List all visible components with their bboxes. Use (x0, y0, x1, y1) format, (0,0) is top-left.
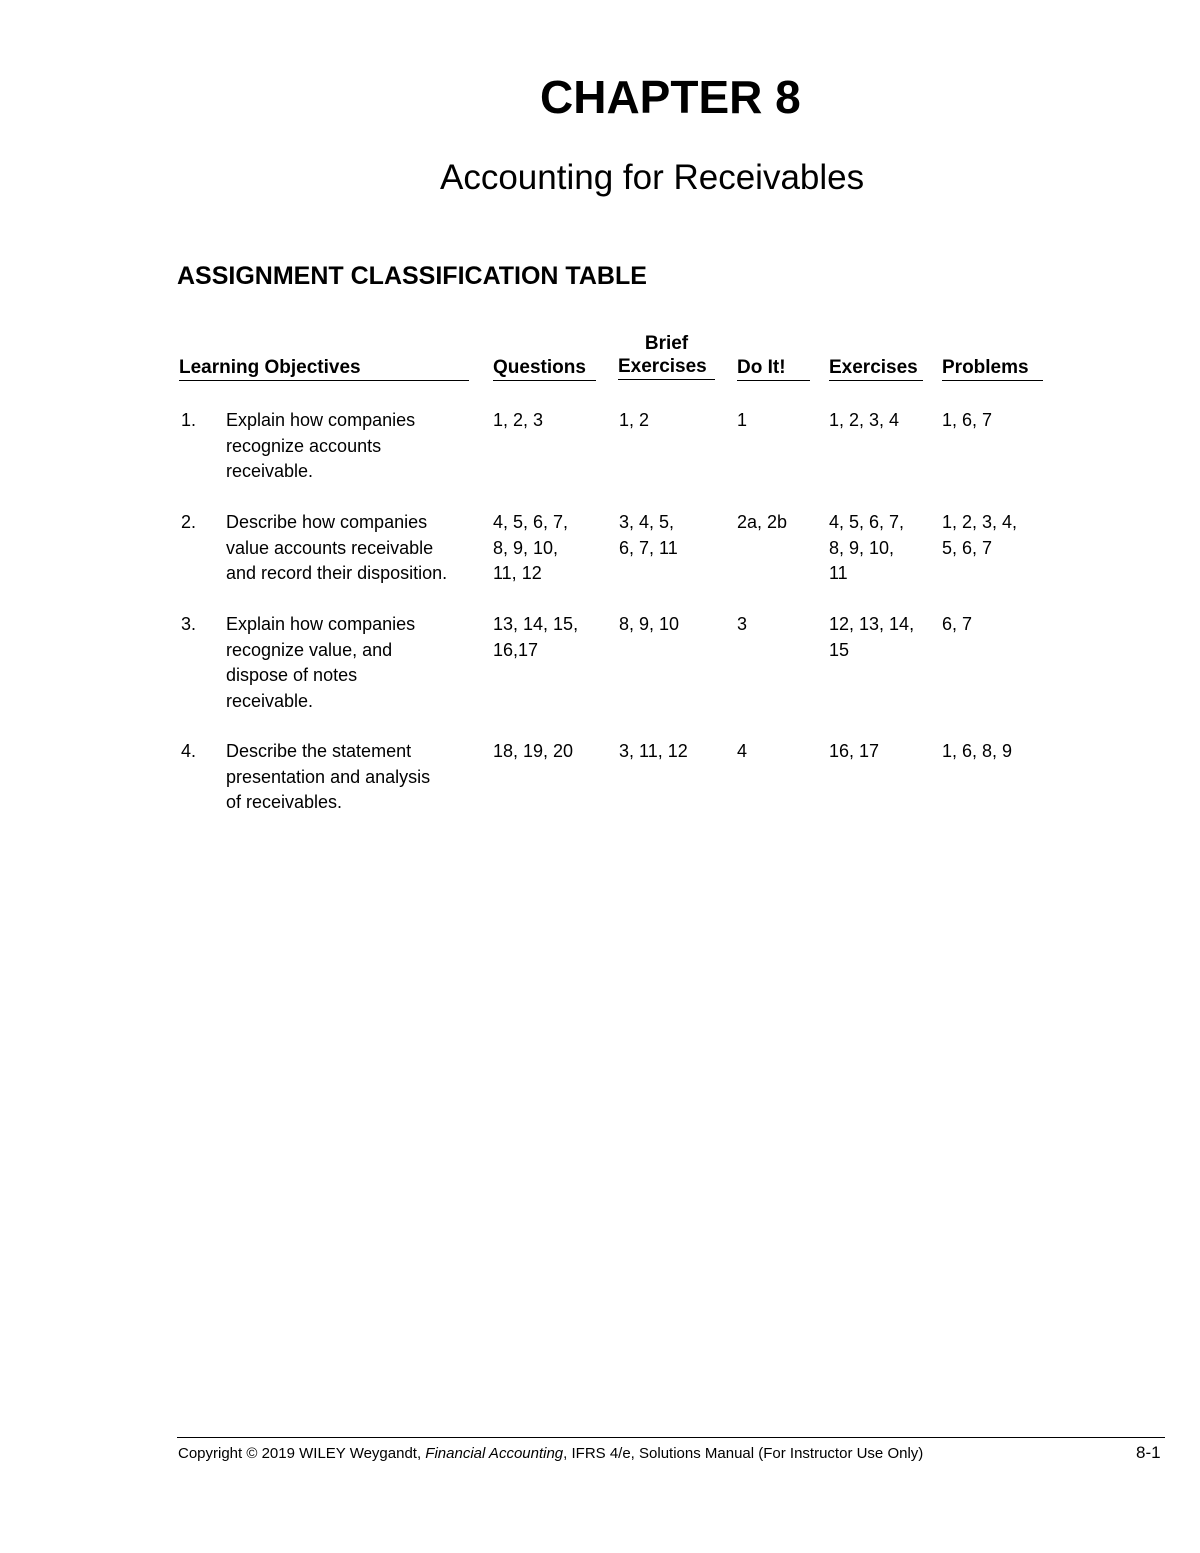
row-brief-exercises: 3, 11, 12 (619, 741, 688, 761)
page-number: 8-1 (1136, 1443, 1161, 1462)
section-title: ASSIGNMENT CLASSIFICATION TABLE (177, 262, 647, 290)
row-exercises: 16, 17 (829, 741, 880, 761)
column-header-problems-label: Problems (942, 357, 1043, 381)
row-problems: 1, 6, 8, 9 (942, 741, 1013, 761)
row-problems: 1, 6, 7 (942, 410, 993, 430)
row-exercises: 4, 5, 6, 7, 8, 9, 10, 11 (829, 512, 905, 583)
row-brief-exercises: 1, 2 (619, 410, 650, 430)
column-header-questions-label: Questions (493, 357, 596, 381)
row-doit: 4 (737, 741, 748, 761)
row-questions: 1, 2, 3 (493, 410, 544, 430)
row-objective: Describe the statement presentation and analysis of receivables. (226, 741, 431, 812)
row-problems: 1, 2, 3, 4, 5, 6, 7 (942, 512, 1018, 558)
row-doit: 1 (737, 410, 748, 430)
footer-book-title: Financial Accounting (425, 1445, 564, 1462)
column-header-brief-bottom: Exercises (618, 356, 715, 380)
chapter-title: CHAPTER 8 (540, 71, 801, 123)
row-exercises: 1, 2, 3, 4 (829, 410, 900, 430)
footer-copyright-text: Copyright © 2019 WILEY Weygandt, (178, 1445, 426, 1462)
column-header-questions (493, 357, 596, 381)
row-questions: 18, 19, 20 (493, 741, 574, 761)
footer-divider (177, 1437, 1165, 1438)
row-number: 3. (181, 614, 197, 634)
row-doit: 2a, 2b (737, 512, 788, 532)
row-objective: Explain how companies recognize value, and dispose of notes receivable. (226, 614, 416, 711)
column-header-doit (737, 357, 810, 381)
footer-copyright (178, 1445, 923, 1462)
row-number: 2. (181, 512, 197, 532)
column-header-objectives (179, 357, 469, 381)
column-header-exercises-label: Exercises (829, 357, 923, 381)
row-questions: 4, 5, 6, 7, 8, 9, 10, 11, 12 (493, 512, 569, 583)
row-exercises: 12, 13, 14, 15 (829, 614, 915, 660)
column-header-doit-label: Do It! (737, 357, 810, 381)
row-objective: Describe how companies value accounts receivable and record their disposition. (226, 512, 448, 583)
column-header-brief-exercises (618, 332, 715, 380)
chapter-subtitle: Accounting for Receivables (440, 158, 865, 197)
column-header-brief-top: Brief (644, 333, 689, 354)
row-number: 1. (181, 410, 197, 430)
footer-edition-text: , IFRS 4/e, Solutions Manual (For Instructor Use Only) (563, 1445, 924, 1462)
row-questions: 13, 14, 15, 16,17 (493, 614, 579, 660)
row-number: 4. (181, 741, 197, 761)
column-header-objectives-label: Learning Objectives (179, 357, 469, 381)
row-doit: 3 (737, 614, 748, 634)
row-problems: 6, 7 (942, 614, 973, 634)
column-header-exercises (829, 357, 923, 381)
row-brief-exercises: 8, 9, 10 (619, 614, 680, 634)
column-header-problems (942, 357, 1043, 381)
row-objective: Explain how companies recognize accounts receivable. (226, 410, 416, 481)
row-brief-exercises: 3, 4, 5, 6, 7, 11 (619, 512, 678, 558)
